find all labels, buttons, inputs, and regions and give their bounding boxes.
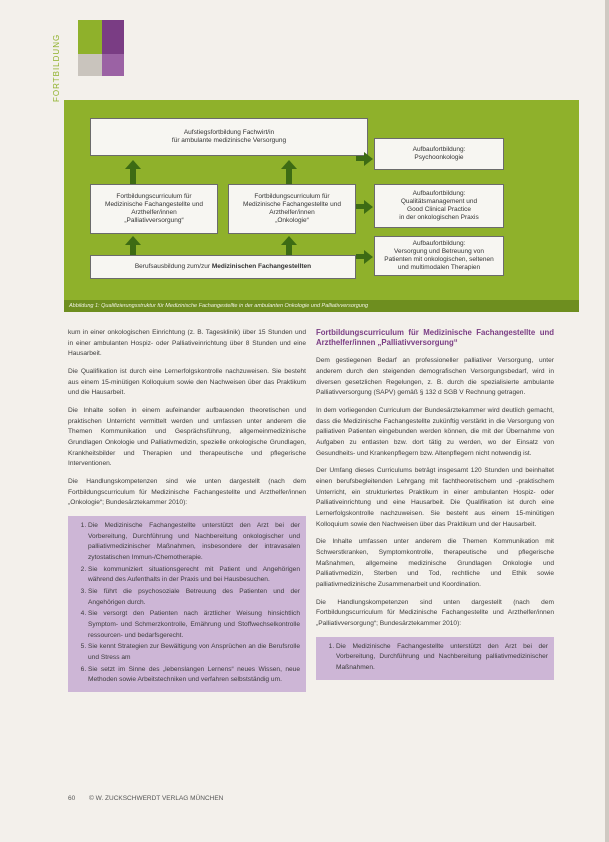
competency-list (322, 642, 548, 674)
page-number: 60 (68, 795, 76, 802)
paragraph: In dem vorliegenden Curriculum der Bundesärztekammer wird deutlich gemacht, dass die Medizinische Fachangestellte zukünftig verstärkt in die Versorgung von palliativen Patienten eingebunden werden können, die mit der Übernahme von Aufgaben zu entlasten bzw. dort tätig zu werden, wo der Einsatz von Gesundheits- und Krankenpflegern bzw. Altenpflegern nicht notwendig ist. (316, 406, 554, 457)
paragraph: Der Umfang dieses Curriculums beträgt insgesamt 120 Stunden und beinhaltet einen berufsbegleitenden Lehrgang mit fachtheoretischem und -praktischem Unterricht, ein strukturiertes Praktikum in einer ambulanten Hospiz- oder Palliativeinrichtung und eine Hausarbeit. Die Qualifikation ist durch eine Lernerfolgskontrolle nachzuweisen. Sie besteht aus einem 15-minütigen Kolloquium sowie den Nachweisen über das Praktikum und der Hausarbeit. (316, 467, 554, 528)
arrow-right-icon (364, 200, 373, 214)
paragraph: kum in einer onkologischen Einrichtung (z. B. Tagesklinik) über 15 Stunden und in einer ambulanten Hospiz- oder Palliativeinrichtung über 8 Stunden und eine Hausarbeit. (68, 329, 306, 358)
section-label: FORTBILDUNG (52, 33, 61, 102)
publisher-line: © W. ZUCKSCHWERDT VERLAG MÜNCHEN (89, 795, 224, 802)
arrow-stem (286, 168, 292, 184)
competency-list (74, 521, 300, 686)
paragraph: Die Handlungskompetenzen sind wie unten dargestellt (nach dem Fortbildungscurriculum für Medizinische Fachangestellte und Arzthelfer/innen „Onkologie“; Bundesärztekammer 2010): (68, 478, 306, 507)
arrow-up-icon (281, 160, 297, 169)
arrow-right-icon (364, 152, 373, 166)
paragraph: Dem gestiegenen Bedarf an professioneller palliativer Versorgung, unter anderem durch den steigenden demografischen Versorgungsbedarf, wird in diversen gesetzlichen Regelungen, z. B. durch die spezialisierte ambulante Palliativversorgung (SAPV) gemäß § 132 d SGB V Rechnung getragen. (316, 357, 554, 397)
list-item: 2. Sie kommuniziert situationsgerecht mit Patient und Angehörigen während des Aufenthalts in der Praxis und bei Hausbesuchen. (88, 565, 300, 586)
arrow-right-icon (364, 250, 373, 264)
list-item: 3. Sie führt die psychosoziale Betreuung des Patienten und der Angehörigen durch. (88, 587, 300, 608)
paragraph: Die Handlungskompetenzen sind unten dargestellt (nach dem Fortbildungscurriculum für Medizinische Fachangestellte und Arzthelfer/innen „Palliativversorgung“; Bundesärztekammer 2010): (316, 598, 554, 628)
list-item: 6. Sie setzt im Sinne des „lebenslangen Lernens“ neues Wissen, neue Methoden sowie Arbeitstechniken und verfahren selbstständig um. (88, 665, 300, 686)
diagram-right-box-2: Aufbaufortbildung: Qualitätsmanagement und Good Clinical Practice in der onkologischen Praxis (374, 184, 504, 228)
list-item: 1. Die Medizinische Fachangestellte unterstützt den Arzt bei der Vorbereitung, Durchführung und Nachbereitung palliativmedizinischer Maßnahmen. (336, 642, 548, 674)
arrow-up-icon (125, 160, 141, 169)
competency-list-box (316, 637, 554, 680)
decor-square-gray (78, 54, 102, 76)
arrow-up-icon (281, 236, 297, 245)
diagram-mid-box: Fortbildungscurriculum für Medizinische Fachangestellte und Arzthelfer/innen „Onkologie“ (228, 184, 356, 234)
list-item: 1. Die Medizinische Fachangestellte unterstützt den Arzt bei der Vorbereitung, Durchführung und Nachbereitung onkologischer und palliativmedizinischer Maßnahmen, insbesondere der intravasalen zytostatischen Immun-/Chemotherapie. (88, 521, 300, 564)
decor-square-purple (102, 54, 124, 76)
paragraph: Die Inhalte sollen in einem aufeinander aufbauenden theoretischen und praktischen Unterricht vermittelt werden und umfassen unter anderem die Themen Kommunikation und Gesprächsführung, allgemeinmedizinische Grundlagen Onkologie und Palliativmedizin, spezielle onkologische Grundlagen, Krankheitsbilder und Therapien und therapeutische und pflegerische Interventionen. (68, 407, 306, 468)
paragraph: Die Inhalte umfassen unter anderem die Themen Kommunikation mit Schwerstkranken, Symptomkontrolle, therapeutische und pflegerische Maßnahmen, allgemeine medizinische Grundlagen Onkologie und Palliativmedizin, Sterben und Tod, rechtliche und Ethik sowie palliativmedizinische Zusammenarbeit und Koordination. (316, 538, 554, 589)
diagram-right-box-3: Aufbaufortbildung: Versorgung und Betreuung von Patienten mit onkologischen, seltenen und multimodalen Therapien (374, 236, 504, 276)
bottom-box-bold: Medizinischen Fachangestellten (211, 262, 312, 270)
list-item: 4. Sie versorgt den Patienten nach ärztlicher Weisung hinsichtlich Symptom- und Schmerzkontrolle, Ernährung und Stoffwechselkontrolle ressourcen- und bedarfsgerecht. (88, 609, 300, 641)
competency-list-box (68, 516, 306, 692)
page-footer (68, 795, 223, 802)
right-column (316, 328, 554, 680)
section-heading: Fortbildungscurriculum für Medizinische Fachangestellte und Arzthelfer/innen „Palliativversorgung“ (316, 328, 554, 348)
bottom-box-plain: Berufsausbildung zum/zur (134, 262, 210, 270)
diagram-bottom-box (90, 255, 356, 279)
diagram-top-box: Aufstiegsfortbildung Fachwirt/in für ambulante medizinische Versorgung (90, 118, 368, 156)
decor-square-purple-dark (102, 20, 124, 54)
decor-square-green (78, 20, 102, 54)
diagram-right-box-1: Aufbaufortbildung: Psychoonkologie (374, 138, 504, 170)
arrow-stem (130, 168, 136, 184)
qualification-diagram (64, 100, 579, 300)
paragraph: Die Qualifikation ist durch eine Lernerfolgskontrolle nachzuweisen. Sie besteht aus einem 15-minütigen Kolloquium sowie den Nachweisen über das Praktikum und die Hausarbeit. (68, 368, 306, 397)
diagram-left-box: Fortbildungscurriculum für Medizinische Fachangestellte und Arzthelfer/innen „Palliativversorgung“ (90, 184, 218, 234)
list-item: 5. Sie kennt Strategien zur Bewältigung von Ansprüchen an die Berufsrolle und Stress am (88, 642, 300, 663)
figure-caption: Abbildung 1: Qualifizierungsstruktur für Medizinische Fachangestellte in der ambulanten Onkologie und Palliativversorgung (64, 300, 579, 312)
left-column (68, 328, 306, 692)
arrow-up-icon (125, 236, 141, 245)
